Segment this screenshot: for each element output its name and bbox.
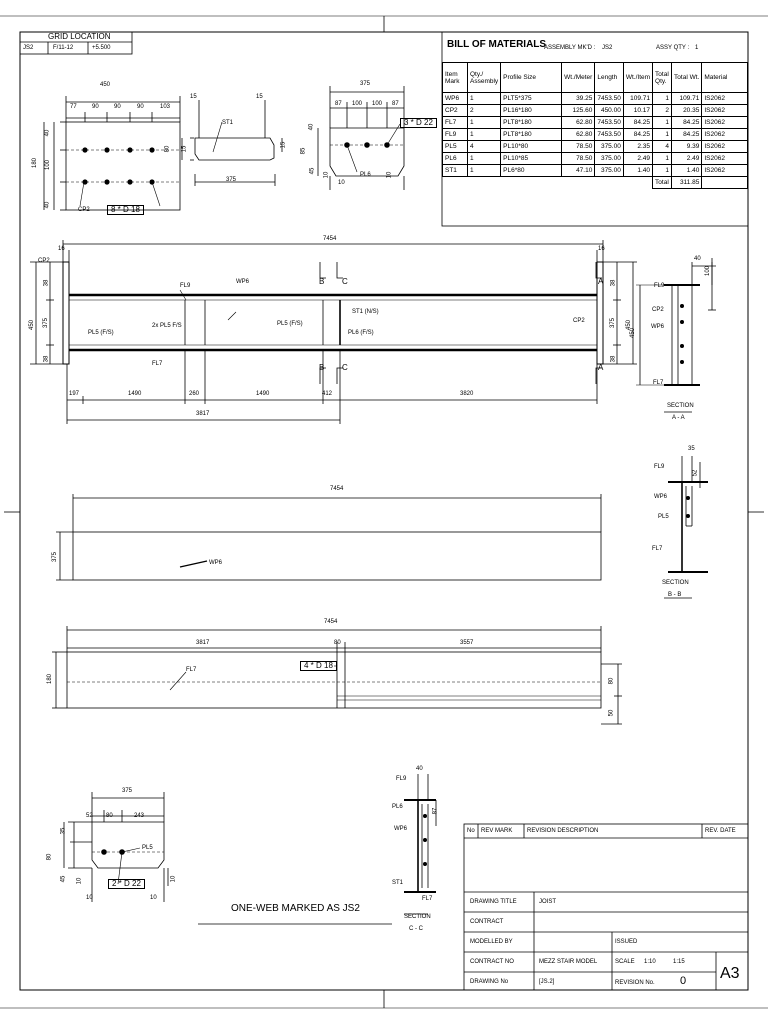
- bom-total-label: Total: [653, 177, 672, 189]
- cc-label: FL7: [422, 896, 433, 902]
- elev-rh: 375: [610, 317, 617, 329]
- bom-cell: 7453.50: [595, 117, 624, 129]
- bom-cell: FL9: [443, 129, 468, 141]
- bb-label: FL7: [652, 546, 663, 552]
- bom-total-row: [443, 177, 748, 189]
- elev-cp-left: 16: [58, 246, 65, 252]
- table-row: [443, 105, 748, 117]
- bom-cell: IS2062: [702, 153, 748, 165]
- elev-dim: 1490: [256, 391, 270, 397]
- pl5-mark: PL5: [142, 845, 153, 851]
- pl5-edge: 10: [170, 875, 177, 883]
- cp2-width: 450: [100, 82, 111, 88]
- bom-cell: 375.00: [595, 141, 624, 153]
- bom-header-cell: Qty./ Assembly: [468, 63, 501, 93]
- elev-label-st1: ST1 (N/S): [352, 309, 379, 315]
- bom-header-cell: Wt./Meter: [562, 63, 595, 93]
- aa-label: FL7: [653, 380, 664, 386]
- bb-sub: B - B: [668, 592, 682, 598]
- bb-title: SECTION: [662, 580, 689, 586]
- tb-drawing-no: [JS.2]: [539, 979, 555, 985]
- bom-header-cell: Length: [595, 63, 624, 93]
- aa-dim: 40: [694, 256, 701, 262]
- rev-header-desc: REVISION DESCRIPTION: [527, 828, 599, 834]
- pl5-height: 80: [46, 853, 53, 861]
- cc-label: FL9: [396, 776, 407, 782]
- tb-revision: 0: [680, 975, 687, 987]
- bom-cell: PL6*80: [501, 165, 562, 177]
- elev-label-cp2-left: CP2: [38, 258, 50, 264]
- bom-cell: 1: [653, 165, 672, 177]
- bom-cell: 62.80: [562, 129, 595, 141]
- bom-cell: 9.39: [672, 141, 702, 153]
- st1-width: 375: [226, 177, 237, 183]
- elev-rh: 38: [610, 355, 617, 363]
- tb-revision-label: REVISION No.: [615, 980, 655, 986]
- bom-cell: 1: [468, 153, 501, 165]
- bom-table: [442, 62, 748, 189]
- aa-label: CP2: [652, 307, 664, 313]
- rev-header-no: No: [467, 828, 475, 834]
- cc-label: WP6: [394, 826, 408, 832]
- cp2-dim: 103: [160, 104, 171, 110]
- tb-contract-no-label: CONTRACT NO: [470, 959, 514, 965]
- bom-cell: 7453.50: [595, 129, 624, 141]
- st1-tab: 15: [190, 94, 197, 100]
- cc-dim: 87: [432, 807, 439, 815]
- bom-qty-label: ASSY QTY :: [656, 45, 690, 51]
- cc-title: SECTION: [404, 914, 431, 920]
- aa-dim: 100: [705, 265, 712, 277]
- bom-cell: IS2062: [702, 129, 748, 141]
- web-height: 375: [52, 551, 59, 563]
- cp2-edge: 40: [44, 129, 51, 137]
- pl5-edge: 10: [86, 895, 93, 901]
- bom-cell: 2.35: [623, 141, 652, 153]
- bom-assembly-value: JS2: [602, 45, 613, 51]
- bom-cell: PLT5*375: [501, 93, 562, 105]
- bom-cell: 109.71: [672, 93, 702, 105]
- tb-modelled-label: MODELLED BY: [470, 939, 513, 945]
- bom-cell: 1: [468, 93, 501, 105]
- elev-label-pl5-left: PL5 (F/S): [88, 330, 114, 336]
- tb-contract-no: MEZZ STAIR MODEL: [539, 959, 598, 965]
- web-length: 7454: [330, 486, 344, 492]
- aa-height: 450: [630, 327, 637, 339]
- bom-header-cell: Wt./Item: [623, 63, 652, 93]
- bom-cell: PL10*85: [501, 153, 562, 165]
- elev-dim: 3820: [460, 391, 474, 397]
- section-mark-a-bottom: A: [598, 363, 604, 372]
- aa-title: SECTION: [667, 403, 694, 409]
- flange-length: 7454: [324, 619, 338, 625]
- elev-overall: 7454: [323, 236, 337, 242]
- table-row: [443, 165, 748, 177]
- cp2-holes: 8 * D 18: [107, 205, 144, 215]
- tb-drawing-no-label: DRAWING No: [470, 979, 509, 985]
- tb-contract-label: CONTRACT: [470, 919, 504, 925]
- elev-label-fl7: FL7: [152, 361, 163, 367]
- aa-label: FL9: [654, 283, 665, 289]
- bom-cell: 375.00: [595, 165, 624, 177]
- elev-dim: 260: [189, 391, 200, 397]
- elev-dim: 412: [322, 391, 333, 397]
- assembly-note: ONE-WEB MARKED AS JS2: [231, 903, 360, 914]
- bom-header-cell: Profile Size: [501, 63, 562, 93]
- tb-drawing-title: JOIST: [539, 899, 557, 905]
- bom-cell: 62.80: [562, 117, 595, 129]
- bom-cell: 1: [653, 129, 672, 141]
- bom-cell: WP6: [443, 93, 468, 105]
- pl6-edge: 10: [338, 180, 345, 186]
- bb-dim: 52: [692, 469, 699, 477]
- bom-cell: CP2: [443, 105, 468, 117]
- flange-holes: 4 * D 18: [300, 661, 337, 671]
- bom-cell: 125.60: [562, 105, 595, 117]
- pl5-dim: 243: [134, 813, 145, 819]
- table-row: [443, 93, 748, 105]
- bom-cell: 4: [468, 141, 501, 153]
- pl6-holes: 3 * D 22: [400, 118, 437, 128]
- bom-cell: 78.50: [562, 141, 595, 153]
- cp2-dim: 77: [70, 104, 77, 110]
- elev-cp-right: 16: [598, 246, 605, 252]
- st1-tab: 15: [256, 94, 263, 100]
- pl5-holes: 2 * D 22: [108, 879, 145, 889]
- bom-cell: PL5: [443, 141, 468, 153]
- bom-cell: IS2062: [702, 93, 748, 105]
- bom-cell: 84.25: [672, 117, 702, 129]
- st1-mark: ST1: [222, 120, 234, 126]
- st1-height: 80: [164, 145, 171, 153]
- bom-cell: 1: [468, 165, 501, 177]
- section-mark-c-bottom: C: [342, 363, 348, 372]
- pl5-width: 375: [122, 788, 133, 794]
- bom-cell: 1: [468, 117, 501, 129]
- bom-cell: 20.35: [672, 105, 702, 117]
- elev-label-pl6: PL6 (F/S): [348, 330, 374, 336]
- bom-cell: 84.25: [672, 129, 702, 141]
- bom-cell: 84.25: [623, 129, 652, 141]
- bom-cell: IS2062: [702, 141, 748, 153]
- bom-cell: 450.00: [595, 105, 624, 117]
- elev-htotal: 450: [29, 319, 36, 331]
- bom-header-cell: Item Mark: [443, 63, 468, 93]
- pl6-edge: 10: [323, 171, 330, 179]
- cc-label: PL6: [392, 804, 403, 810]
- cc-dim: 40: [416, 766, 423, 772]
- bom-header-cell: Total Wt.: [672, 63, 702, 93]
- grid-cell-mark: JS2: [23, 45, 34, 51]
- flange-width: 180: [47, 673, 54, 685]
- cp2-mark: CP2: [78, 207, 90, 213]
- bom-cell: 84.25: [623, 117, 652, 129]
- tb-issued-label: ISSUED: [615, 939, 638, 945]
- tb-sheet-size: A3: [720, 965, 740, 982]
- pl5-edge: 10: [150, 895, 157, 901]
- elev-label-fl9: FL9: [180, 283, 191, 289]
- flange-seg: 3817: [196, 640, 210, 646]
- bom-header-cell: Material: [702, 63, 748, 93]
- bom-header-row: [443, 63, 748, 93]
- pl6-edge: 45: [309, 167, 316, 175]
- rev-header-mark: REV MARK: [481, 828, 513, 834]
- flange-seg: 80: [334, 640, 341, 646]
- elev-label-cp2-right: CP2: [573, 318, 585, 324]
- cp2-height: 180: [32, 157, 39, 169]
- elev-label-pl5-2x: 2x PL5 F/S: [152, 323, 182, 329]
- cp2-dim: 90: [114, 104, 121, 110]
- bb-label: PL5: [658, 514, 669, 520]
- pl6-mark: PL6: [360, 172, 371, 178]
- bom-cell: 1.40: [623, 165, 652, 177]
- elev-h: 38: [43, 355, 50, 363]
- web-mark: WP6: [209, 560, 223, 566]
- section-mark-b-bottom: B: [319, 363, 325, 372]
- pl6-edge: 10: [386, 171, 393, 179]
- bom-cell: PLT8*180: [501, 129, 562, 141]
- pl5-edge: 10: [76, 877, 83, 885]
- elev-label-wp6: WP6: [236, 279, 250, 285]
- bb-label: WP6: [654, 494, 668, 500]
- bom-cell: 375.00: [595, 153, 624, 165]
- aa-label: WP6: [651, 324, 665, 330]
- cp2-edge: 100: [45, 159, 52, 171]
- bom-assembly-label: ASSEMBLY MK'D :: [544, 45, 596, 51]
- pl5-edge: 45: [60, 875, 67, 883]
- elev-dim: 197: [69, 391, 80, 397]
- pl5-dim: 80: [106, 813, 113, 819]
- bom-cell: 1: [653, 93, 672, 105]
- bom-cell: FL7: [443, 117, 468, 129]
- bom-cell: 10.17: [623, 105, 652, 117]
- bom-cell: 78.50: [562, 153, 595, 165]
- section-mark-a-top: A: [598, 277, 604, 286]
- flange-mark: FL7: [186, 667, 197, 673]
- bb-label: FL9: [654, 464, 665, 470]
- elev-label-pl5-mid: PL5 (F/S): [277, 321, 303, 327]
- bom-cell: 39.25: [562, 93, 595, 105]
- bom-cell: 109.71: [623, 93, 652, 105]
- section-mark-c-top: C: [342, 277, 348, 286]
- cc-sub: C - C: [409, 926, 423, 932]
- flange-seg: 3557: [460, 640, 474, 646]
- elev-rhtotal: 450: [626, 319, 633, 331]
- st1-edge: 15: [280, 141, 287, 149]
- tb-scale-2: 1:15: [673, 959, 685, 965]
- pl6-height: 85: [300, 147, 307, 155]
- aa-sub: A - A: [672, 415, 685, 421]
- pl6-width: 375: [360, 81, 371, 87]
- grid-cell-grid: F/11-12: [53, 45, 74, 51]
- pl6-dim: 100: [352, 101, 363, 107]
- elev-dim: 1490: [128, 391, 142, 397]
- bom-total-value: 311.85: [672, 177, 702, 189]
- bom-cell: PL16*180: [501, 105, 562, 117]
- pl5-dim: 52: [86, 813, 93, 819]
- bom-cell: 2: [653, 105, 672, 117]
- bom-cell: IS2062: [702, 165, 748, 177]
- bom-cell: 1: [653, 153, 672, 165]
- rev-header-date: REV. DATE: [705, 828, 736, 834]
- flange-right-dim: 50: [608, 709, 615, 717]
- st1-edge: 15: [181, 145, 188, 153]
- elev-rh: 38: [610, 279, 617, 287]
- tb-drawing-title-label: DRAWING TITLE: [470, 899, 517, 905]
- cp2-dim: 90: [92, 104, 99, 110]
- pl5-edge: 35: [60, 827, 67, 835]
- cc-label: ST1: [392, 880, 404, 886]
- flange-right-dim: 80: [608, 677, 615, 685]
- bom-cell: IS2062: [702, 105, 748, 117]
- table-row: [443, 141, 748, 153]
- pl6-dim: 87: [392, 101, 399, 107]
- cp2-edge: 40: [44, 201, 51, 209]
- bom-cell: 2.49: [623, 153, 652, 165]
- bom-cell: ST1: [443, 165, 468, 177]
- bom-cell: 1.40: [672, 165, 702, 177]
- bom-cell: 47.10: [562, 165, 595, 177]
- bom-cell: PL10*80: [501, 141, 562, 153]
- bom-cell: 2.49: [672, 153, 702, 165]
- bom-cell: IS2062: [702, 117, 748, 129]
- bom-cell: 2: [468, 105, 501, 117]
- table-row: [443, 117, 748, 129]
- bom-title: BILL OF MATERIALS: [447, 39, 547, 50]
- grid-location-title: GRID LOCATION: [48, 32, 111, 41]
- bom-cell: PL6: [443, 153, 468, 165]
- section-mark-b-top: B: [319, 277, 325, 286]
- cp2-dim: 90: [137, 104, 144, 110]
- elev-subtotal: 3817: [196, 411, 210, 417]
- table-row: [443, 129, 748, 141]
- tb-scale-1: 1:10: [644, 959, 656, 965]
- bb-dim: 35: [688, 446, 695, 452]
- elev-h: 38: [43, 279, 50, 287]
- pl6-edge: 40: [308, 123, 315, 131]
- bom-header-cell: Total Qty.: [653, 63, 672, 93]
- pl6-dim: 87: [335, 101, 342, 107]
- table-row: [443, 153, 748, 165]
- pl6-dim: 100: [372, 101, 383, 107]
- bom-cell: 7453.50: [595, 93, 624, 105]
- bom-cell: 1: [653, 117, 672, 129]
- tb-scale-label: SCALE: [615, 959, 635, 965]
- grid-cell-level: +5.500: [92, 45, 111, 51]
- bom-cell: 1: [468, 129, 501, 141]
- elev-h: 375: [43, 317, 50, 329]
- bom-cell: PLT8*180: [501, 117, 562, 129]
- bom-cell: 4: [653, 141, 672, 153]
- bom-qty-value: 1: [695, 45, 699, 51]
